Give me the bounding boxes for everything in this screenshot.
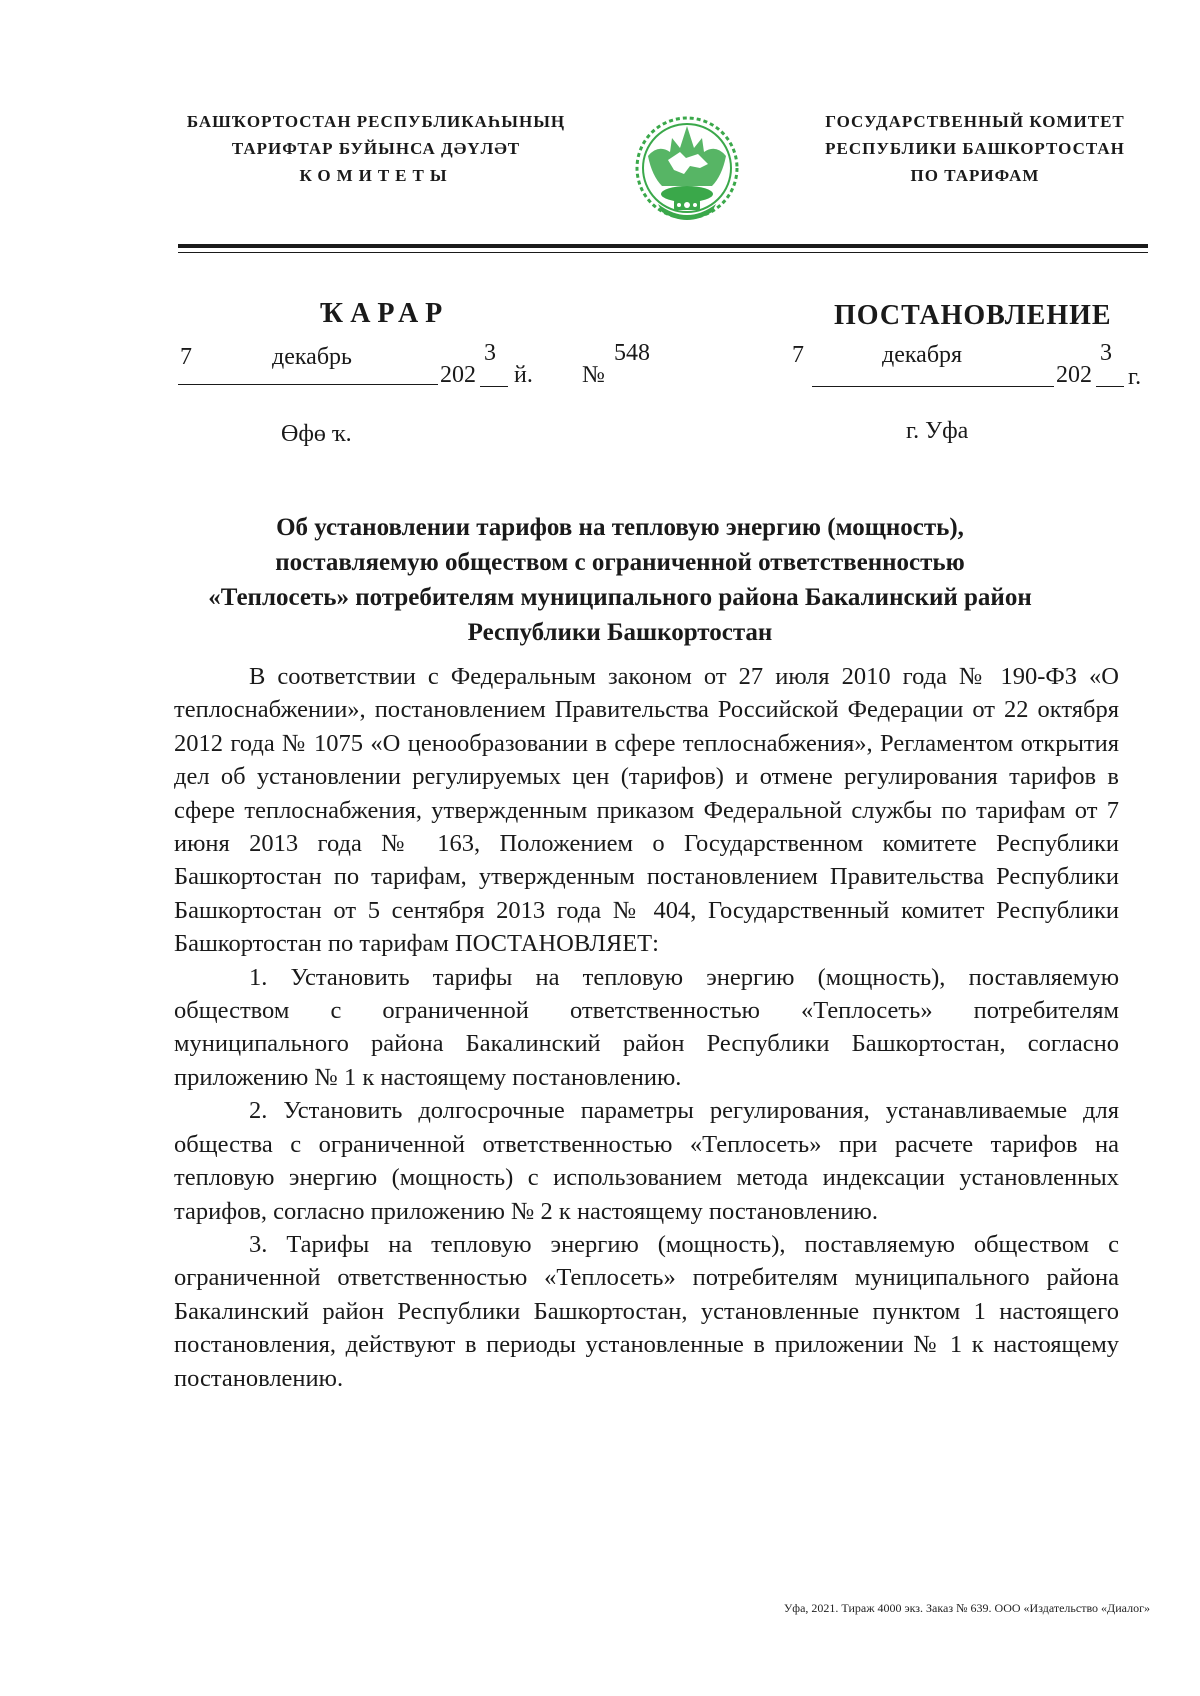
left-date-day: 7: [180, 344, 192, 370]
title-line: «Теплосеть» потребителям муниципального района Бакалинский район: [208, 584, 1032, 611]
header-divider-thin: [178, 252, 1148, 253]
printing-imprint: Уфа, 2021. Тираж 4000 экз. Заказ № 639. ООО «Издательство «Диалог»: [783, 1601, 1150, 1615]
left-date-year-suffix: й.: [514, 362, 533, 388]
left-date-year-prefix: 202: [440, 362, 476, 388]
number-sign: №: [582, 362, 605, 388]
clause-2-paragraph: 2. Установить долгосрочные параметры регулирования, устанавливаемые для общества с ограниченной ответственностью «Теплосеть» при расчете тарифов на тепловую энергию (мощность) с использованием метода индексации установленных тарифов, согласно приложению № 2 к настоящему постановлению.: [174, 1097, 1119, 1225]
header-right-line: ПО ТАРИФАМ: [910, 166, 1040, 185]
left-date-year-digit: 3: [484, 340, 496, 366]
city-russian: г. Уфа: [906, 418, 969, 444]
header-left-line: ТАРИФТАР БУЙЫНСА ДӘҮЛӘТ: [231, 139, 521, 158]
header-divider-thick: [178, 244, 1148, 248]
header-left-line: КОМИТЕТЫ: [299, 166, 453, 185]
document-title: [160, 510, 1080, 650]
right-date-year-suffix: г.: [1128, 364, 1142, 390]
right-year-underline: [1096, 386, 1124, 387]
left-date-underline: [178, 384, 438, 385]
title-line: Об установлении тарифов на тепловую энергию (мощность),: [276, 514, 964, 541]
right-date-month: декабря: [882, 342, 963, 368]
header-left-org-name: [176, 108, 576, 189]
clause-1-paragraph: 1. Установить тарифы на тепловую энергию (мощность), поставляемую обществом с ограниченной ответственностью «Теплосеть» потребителям муниципального района Бакалинский район Республики Башкортостан, согласно приложению № 1 к настоящему постановлению.: [174, 963, 1119, 1091]
city-bashkir: Өфө ҡ.: [281, 421, 352, 447]
document-kind-russian: ПОСТАНОВЛЕНИЕ: [834, 300, 1112, 331]
document-body: [174, 660, 1119, 1395]
document-kind-bashkir: ҠАРАР: [320, 298, 450, 329]
preamble-paragraph: В соответствии с Федеральным законом от 27 июля 2010 года № 190-ФЗ «О теплоснабжении», постановлением Правительства Российской Федерации от 22 октября 2012 года № 1075 «О ценообразовании в сфере теплоснабжения», Регламентом открытия дел об установлении регулируемых цен (тарифов) и отмене регулирования тарифов в сфере теплоснабжения, утвержденным приказом Федеральной службы по тарифам от 7 июня 2013 года № 163, Положением о Государственном комитете Республики Башкортостан по тарифам, утвержденным постановлением Правительства Республики Башкортостан от 5 сентября 2013 года № 404, Государственный комитет Республики Башкортостан по тарифам ПОСТАНОВЛЯЕТ:: [174, 663, 1119, 958]
left-date-month: декабрь: [272, 344, 352, 370]
right-date-year-digit: 3: [1100, 340, 1112, 366]
header-right-org-name: [790, 108, 1160, 189]
header-right-line: ГОСУДАРСТВЕННЫЙ КОМИТЕТ: [825, 112, 1125, 131]
right-date-day: 7: [792, 342, 804, 368]
header-right-line: РЕСПУБЛИКИ БАШКОРТОСТАН: [825, 139, 1125, 158]
left-year-underline: [480, 386, 508, 387]
title-line: поставляемую обществом с ограниченной ответственностью: [275, 549, 965, 576]
clause-3-paragraph: 3. Тарифы на тепловую энергию (мощность), поставляемую обществом с ограниченной ответственностью «Теплосеть» потребителям муниципального района Бакалинский район Республики Башкортостан, установленные пунктом 1 настоящего постановления, действуют в периоды установленные в приложении № 1 к настоящему постановлению.: [174, 1230, 1119, 1392]
bashkortostan-coat-of-arms-icon: [628, 108, 746, 232]
right-date-year-prefix: 202: [1056, 362, 1092, 388]
header-left-line: БАШҠОРТОСТАН РЕСПУБЛИКАҺЫНЫҢ: [186, 112, 566, 131]
document-number: 548: [614, 340, 650, 366]
title-line: Республики Башкортостан: [467, 619, 773, 646]
right-date-underline: [812, 386, 1054, 387]
